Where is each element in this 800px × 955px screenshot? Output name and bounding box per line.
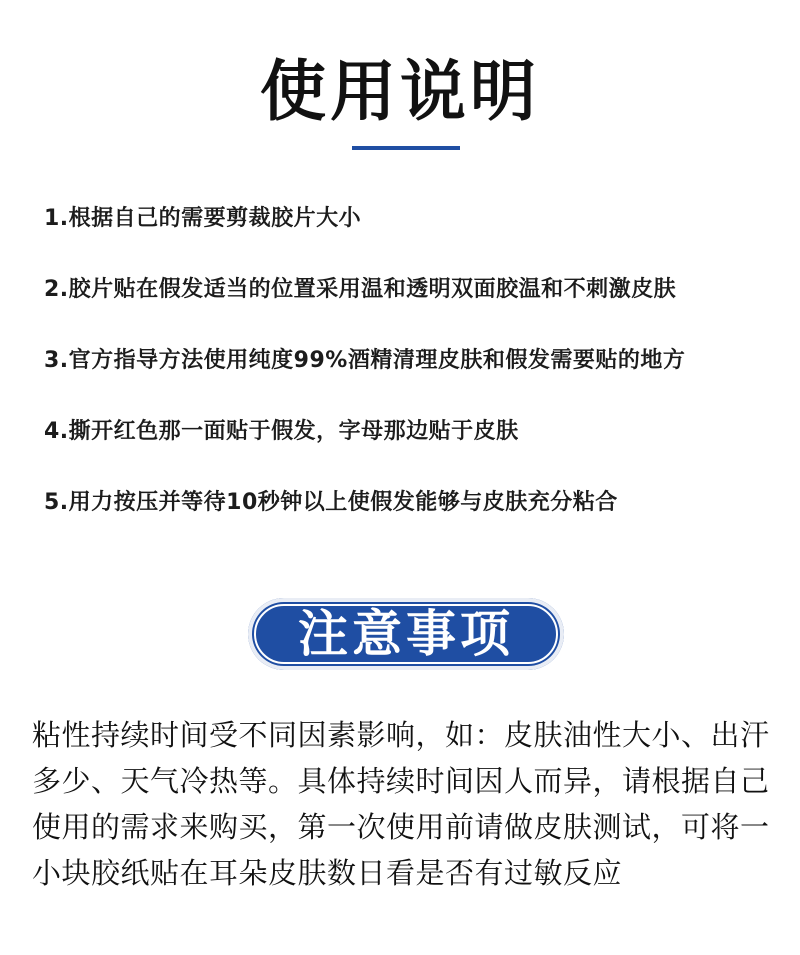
- title-underline: [352, 146, 460, 150]
- instruction-step-5: 5.用力按压并等待10秒钟以上使假发能够与皮肤充分粘合: [44, 490, 618, 515]
- instruction-step-2: 2.胶片贴在假发适当的位置采用温和透明双面胶温和不刺激皮肤: [44, 277, 677, 302]
- page-title: 使用说明: [260, 53, 540, 130]
- notice-body-text: 粘性持续时间受不同因素影响，如：皮肤油性大小、出汗多少、天气冷热等。具体持续时间因人而异，请根据自己使用的需求来购买，第一次使用前请做皮肤测试，可将一小块胶纸贴在耳朵皮肤数日看是否有过敏反应: [32, 718, 770, 890]
- instruction-steps-list: [44, 196, 784, 551]
- instruction-step-3: 3.官方指导方法使用纯度99%酒精清理皮肤和假发需要贴的地方: [44, 348, 686, 373]
- notice-title: 注意事项: [298, 605, 514, 663]
- instruction-step-4: 4.撕开红色那一面贴于假发，字母那边贴于皮肤: [44, 419, 519, 444]
- instruction-step-1: 1.根据自己的需要剪裁胶片大小: [44, 206, 362, 231]
- notice-badge: [248, 598, 564, 670]
